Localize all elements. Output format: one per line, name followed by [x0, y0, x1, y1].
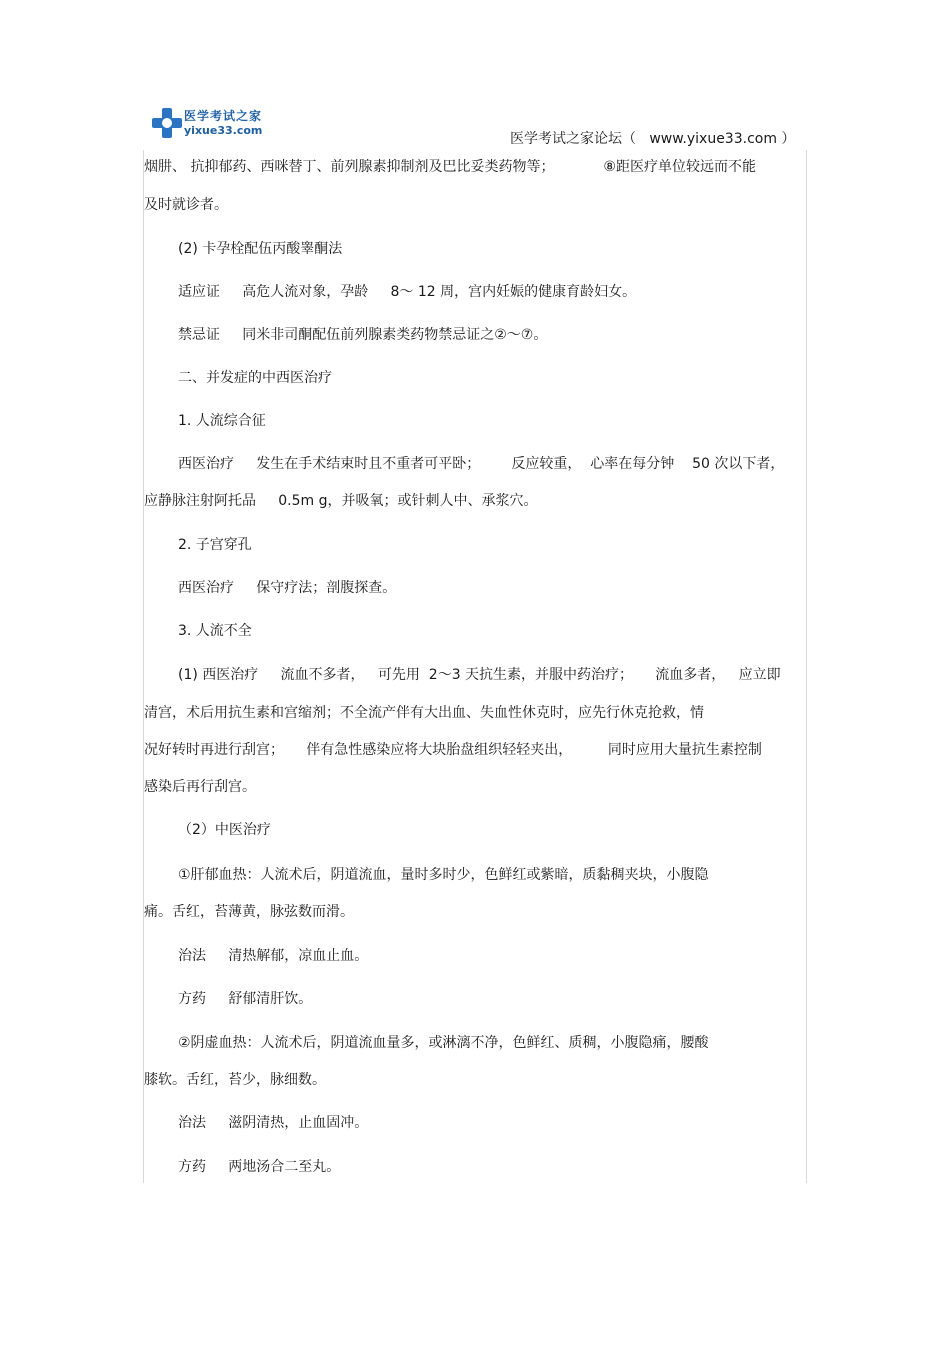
text-line: ①肝郁血热：人流术后，阴道流血，量时多时少，色鲜红或紫暗，质黏稠夹块，小腹隐 — [178, 867, 709, 883]
site-logo — [150, 104, 270, 144]
text-line: (2) 卡孕栓配伍丙酸睾酮法 — [178, 241, 343, 257]
text-line: 方药 舒郁清肝饮。 — [178, 991, 313, 1007]
subsection-heading: 3. 人流不全 — [178, 623, 252, 639]
medical-cross-icon — [150, 106, 184, 140]
text-line: 西医治疗 保守疗法；剖腹探查。 — [178, 580, 397, 596]
logo-text-en: yixue33.com — [184, 124, 263, 137]
text-line: 应静脉注射阿托品 0.5m g，并吸氧；或针刺人中、承浆穴。 — [144, 493, 538, 509]
text-line: ②阴虚血热：人流术后，阴道流血量多，或淋漓不净，色鲜红、质稠，小腹隐痛，腰酸 — [178, 1035, 709, 1051]
text-line: (1) 西医治疗 流血不多者， 可先用 2～3 天抗生素，并服中药治疗； 流血多者， 应立即 — [178, 667, 781, 683]
text-line: 清宫，术后用抗生素和宫缩剂；不全流产伴有大出血、失血性休克时，应先行休克抢救，情 — [144, 705, 704, 721]
section-heading: 二、并发症的中西医治疗 — [178, 370, 332, 386]
text-line: 适应证 高危人流对象，孕龄 8～ 12 周，宫内妊娠的健康育龄妇女。 — [178, 284, 637, 300]
text-line: 治法 滋阴清热，止血固冲。 — [178, 1115, 369, 1131]
text-line: 况好转时再进行刮宫； 伴有急性感染应将大块胎盘组织轻轻夹出， 同时应用大量抗生素控制 — [144, 742, 762, 758]
logo-text-cn: 医学考试之家 — [184, 109, 263, 123]
text-line: 感染后再行刮宫。 — [144, 779, 256, 795]
subsection-heading: （2）中医治疗 — [178, 822, 271, 838]
subsection-heading: 2. 子宫穿孔 — [178, 537, 252, 553]
text-line: 治法 清热解郁，凉血止血。 — [178, 948, 369, 964]
text-line: 方药 两地汤合二至丸。 — [178, 1159, 341, 1175]
text-line: 西医治疗 发生在手术结束时且不重者可平卧； 反应较重， 心率在每分钟 50 次以下者， — [178, 456, 785, 472]
text-line: 痛。舌红，苔薄黄，脉弦数而滑。 — [144, 904, 354, 920]
site-label: 医学考试之家论坛（ www.yixue33.com ） — [510, 131, 796, 147]
text-line: 膝软。舌红，苔少，脉细数。 — [144, 1072, 326, 1088]
text-line: 烟肼、 抗抑郁药、西咪替丁、前列腺素抑制剂及巴比妥类药物等； ⑧距医疗单位较远而不能 — [144, 159, 756, 175]
subsection-heading: 1. 人流综合征 — [178, 413, 266, 429]
text-line: 及时就诊者。 — [144, 197, 228, 213]
text-line: 禁忌证 同米非司酮配伍前列腺素类药物禁忌证之②～⑦。 — [178, 327, 548, 343]
